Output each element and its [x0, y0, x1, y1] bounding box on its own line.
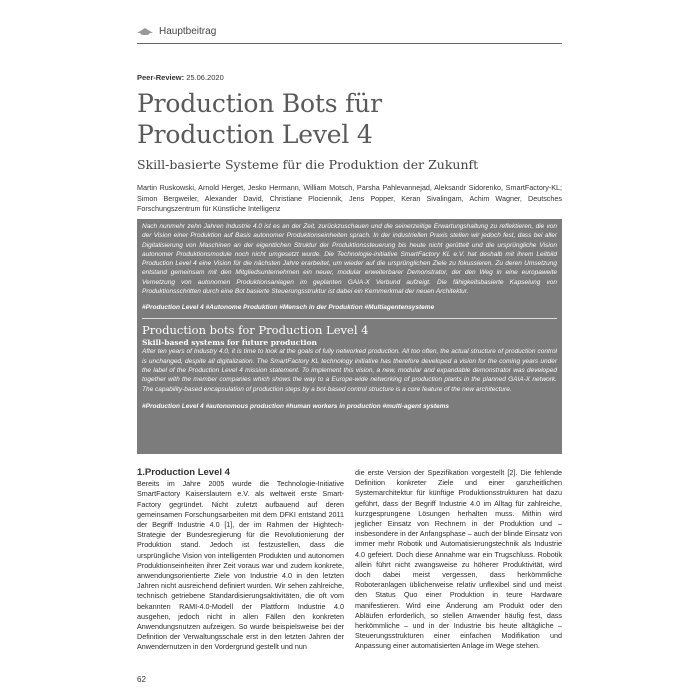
tags-english: #Production Level 4 #autonomous production #human workers in production #multi-agent systems	[142, 402, 449, 410]
abstract-box	[137, 219, 562, 454]
abstract-divider	[142, 318, 557, 319]
peer-review-label: Peer-Review:	[137, 73, 185, 82]
author-list: Martin Ruskowski, Arnold Herget, Jesko Hermann, William Motsch, Parsha Pahlevannejad, Aleksandr Sidorenko, SmartFactory-KL; Simon Bergweiler, Alexander David, Christiane Plociennik, Jens Popper, Keran Sivalingam, Achim Wagner, Deutsches Forschungszentrum für Künstliche Intelligenz	[137, 183, 562, 213]
section-header	[137, 20, 562, 44]
section-header-label: Hauptbeitrag	[159, 26, 217, 37]
english-subtitle: Skill-based systems for future production	[142, 338, 317, 348]
page-number: 62	[137, 675, 146, 684]
article-title-line2: Production Level 4	[137, 120, 373, 149]
body-text-right: die erste Version der Spezifikation vorgestellt [2]. Die fehlende Definition konkreter Ziele und einer ganzheitlichen Systemarchitektur für künftige Produktionsstrukturen hat dazu geführt, dass der Begriff Industrie 4.0 im Alltag für zahlreiche, kurzgesprungene Lösungen herhalten muss. Mithin wird jeglicher Einsatz von Rechnern in der Produktion und – insbesondere in der Anfangsphase – auch der blinde Einsatz von immer mehr Robotik und Automatisierungstechnik als Industrie 4.0 gefeiert. Doch diese Annahme war ein Trugschluss. Robotik allein führt nicht zwangsweise zu höherer Produktivität, wird doch dabei meist vergessen, dass herkömmliche Roboteranlagen üblicherweise relativ unflexibel sind und meist den Status Quo einer Produktion in teure Hardware manifestieren. Wird eine Änderung am Produkt oder den Abläufen erforderlich, so stellen Anwender häufig fest, dass herkömmliche – und in der Industrie bis heute alltägliche – Steuerungsstrukturen einer einfachen Modifikation und Anpassung einer automatisierten Anlage im Wege stehen.	[355, 468, 562, 651]
english-title: Production bots for Production Level 4	[142, 323, 369, 338]
graduation-hat-icon	[137, 27, 153, 36]
peer-review-date: 25.06.2020	[186, 73, 224, 82]
article-title-line1: Production Bots für	[137, 89, 382, 118]
section-heading: 1.Production Level 4	[137, 467, 230, 478]
abstract-german: Nach nunmehr zehn Jahren Industrie 4.0 ist es an der Zeit, zurückzuschauen und die seinerzeitige Erwartungshaltung zu reflektieren, die von der Vision einer Produktion auf Basis autonomer Produktionseinheiten sprach. In der industriellen Praxis stellen wir jedoch fest, dass bei aller Digitalisierung von Maschinen an der eigentlichen Struktur der Produktionssteuerung bis heute nicht gerüttelt und die ursprüngliche Vision autonomer Produktionsmodule noch nicht umgesetzt wurde. Die Technologie-initiative SmartFactory KL e.V. hat deshalb mit ihrem Leitbild Production Level 4 eine Vision für die nächsten Jahre erarbeitet, um wieder auf die ursprünglichen Ziele zu fokussieren. Zu deren Umsetzung entstand gemeinsam mit den Mitgliedsunternehmen ein neuer, modular erweiterbarer Demonstrator, der den Weg in eine europaweite Vernetzung von autonomen Produktionsanlagen im geplanten GAIA-X Verbund aufzeigt. Die fähigkeitsbasierte Kapselung von Produktionsschritten durch eine Bot basierte Steuerungsstruktur ist dabei ein Kernmerkmal der neuen Architektur.	[142, 223, 557, 296]
abstract-english: After ten years of Industry 4.0, it is time to look at the goals of fully networked production. All too often, the actual structure of production control is unchanged, despite all digitalization. The SmartFactory KL technology initiative has therefore developed a vision for the coming years under the label of the Production Level 4 mission statement. To implement this vision, a new, modular and expandable demonstrator was developed together with the member companies which shows the way to a Europe-wide networking of production plants in the planned GAIA-X network. The capability-based encapsulation of production steps by a bot-based control structure is a core feature of the new architecture.	[142, 348, 557, 393]
body-text-left: Bereits im Jahre 2005 wurde die Technologie-Initiative SmartFactory Kaiserslautern e.V. als weltweit erste Smart-Factory gegründet. Nicht zuletzt aufbauend auf deren gemeinsamen Forschungsarbeiten mit dem DFKI entstand 2011 der Begriff Industrie 4.0 [1], der im Rahmen der Hightech-Strategie der Bundesregierung für die Revolutionierung der Produktion stand. Jedoch ist festzustellen, dass die ursprüngliche Vision von intelligenten Produkten und autonomen Produktionseinheiten ihrer Zeit voraus war und zudem konkrete, anwendungsorientierte Ziele von Industrie 4.0 in den letzten Jahren nicht ausreichend definiert wurden. Wir sehen zahlreiche, technisch getriebene Standardisierungsaktivitäten, die oft vom bekannten RAMI-4.0-Modell der Plattform Industrie 4.0 ausgehen, jedoch nicht in allen Fällen den konkreten Anwendungsnutzen aufzeigen. So wurde beispielsweise bei der Definition der Verwaltungsschale erst in den letzten Jahren der Anwendernutzen in den Vordergrund gestellt und nun	[137, 479, 344, 652]
body-column-left	[137, 468, 344, 653]
article-title	[137, 88, 562, 150]
article-subtitle: Skill-basierte Systeme für die Produktion der Zukunft	[137, 157, 479, 172]
body-column-right	[355, 468, 562, 652]
tags-german: #Production Level 4 #Autonome Produktion #Mensch in der Produktion #Multiagentensysteme	[142, 304, 435, 312]
peer-review-line	[137, 73, 224, 82]
